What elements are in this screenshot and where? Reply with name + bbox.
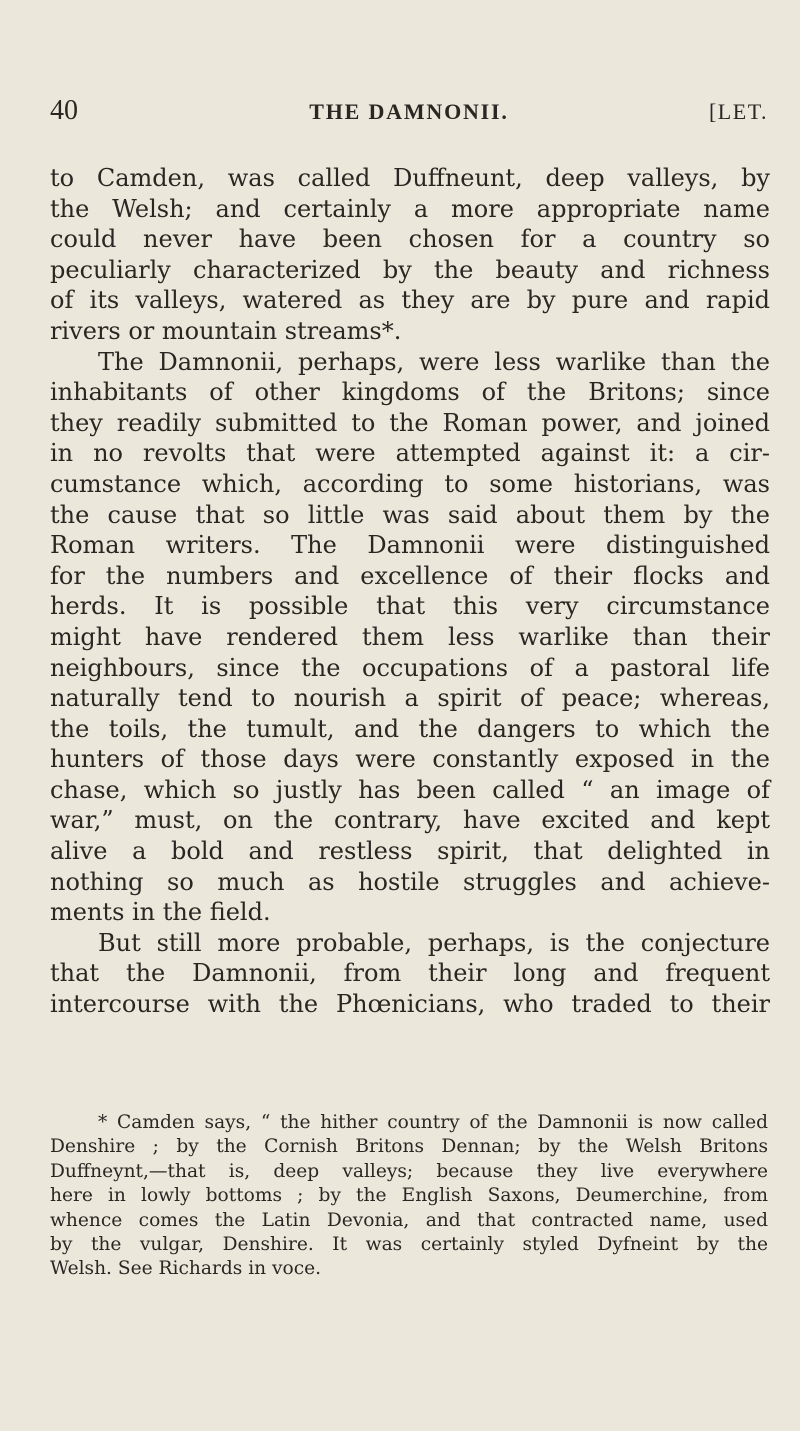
text-line: naturally tend to nourish a spirit of peace; whereas, (50, 684, 770, 713)
footnote-line: by the vulgar, Denshire. It was certainly styled Dyfneint by the (50, 1233, 768, 1255)
footnote-line: Denshire ; by the Cornish Britons Dennan; by the Welsh Britons (50, 1136, 768, 1158)
text-line: hunters of those days were constantly exposed in the (50, 745, 770, 774)
footnote-line: here in lowly bottoms ; by the English Saxons, Deumerchine, from (50, 1185, 768, 1207)
text-line: chase, which so justly has been called “ an image of (50, 775, 770, 804)
text-line: neighbours, since the occupations of a pastoral life (50, 653, 770, 682)
body-text (50, 163, 770, 1020)
text-line: The Damnonii, perhaps, were less warlike than the (98, 347, 770, 376)
text-line: the cause that so little was said about them by the (50, 500, 770, 529)
section-mark: [LET. (708, 99, 768, 124)
footnote-line: * Camden says, “ the hither country of the Damnonii is now called (98, 1112, 768, 1133)
text-line: the Welsh; and certainly a more appropriate name (50, 194, 770, 223)
footnote-line: Welsh. See Richards in voce. (50, 1258, 322, 1280)
footnote (50, 1111, 768, 1282)
text-line: nothing so much as hostile struggles and achieve- (50, 867, 770, 896)
text-line: intercourse with the Phœnicians, who traded to their (50, 990, 770, 1019)
text-line: to Camden, was called Duffneunt, deep valleys, by (50, 164, 770, 192)
text-line: for the numbers and excellence of their flocks and (50, 561, 770, 590)
text-line: could never have been chosen for a country so (50, 225, 770, 254)
text-line: rivers or mountain streams*. (50, 316, 402, 345)
text-line: herds. It is possible that this very circumstance (50, 592, 770, 621)
page-number: 40 (50, 95, 78, 126)
text-line: alive a bold and restless spirit, that delighted in (50, 837, 770, 866)
text-line: the toils, the tumult, and the dangers to which the (50, 714, 770, 743)
text-line: cumstance which, according to some historians, was (50, 469, 770, 498)
page-header (50, 95, 768, 135)
running-title: THE DAMNONII. (309, 99, 509, 124)
text-line: ments in the field. (50, 898, 271, 927)
text-line: of its valleys, watered as they are by pure and rapid (50, 286, 770, 315)
text-line: But still more probable, perhaps, is the conjecture (98, 928, 770, 957)
text-line: inhabitants of other kingdoms of the Britons; since (50, 378, 770, 407)
text-line: might have rendered them less warlike than their (50, 622, 770, 651)
footnote-line: Duffneynt,—that is, deep valleys; because they live everywhere (50, 1160, 768, 1182)
text-line: peculiarly characterized by the beauty and richness (50, 255, 770, 284)
footnote-line: whence comes the Latin Devonia, and that contracted name, used (50, 1209, 768, 1231)
text-line: Roman writers. The Damnonii were distinguished (50, 531, 770, 560)
text-line: in no revolts that were attempted against it: a cir- (50, 439, 770, 468)
text-line: they readily submitted to the Roman power, and joined (50, 408, 770, 437)
text-line: that the Damnonii, from their long and frequent (50, 959, 770, 988)
text-line: war,” must, on the contrary, have excited and kept (50, 806, 770, 835)
